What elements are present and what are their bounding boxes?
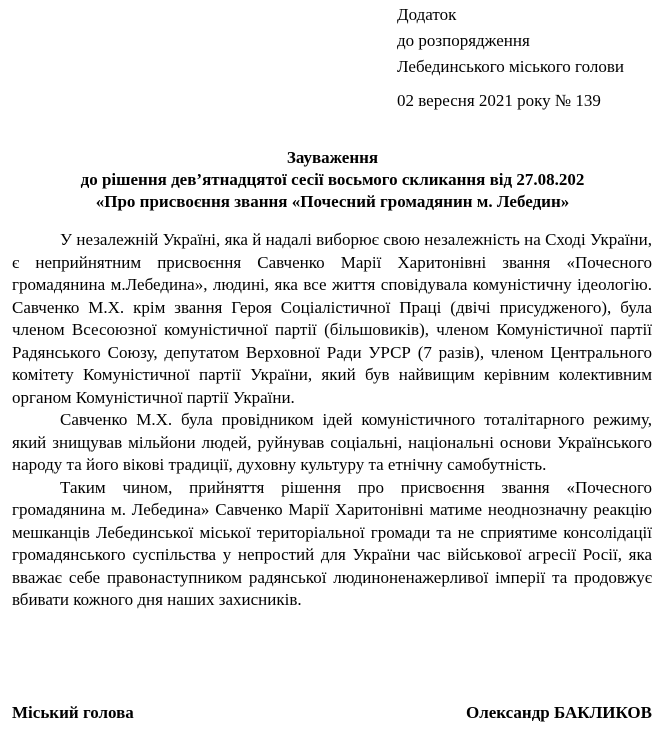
body-paragraph: Савченко М.Х. була провідником ідей комуністичного тоталітарного режиму, який знищував мільйони людей, руйнував соціальні, національні основи Українського народу та його вікові традиції, духовну культуру та етнічну самобутність. xyxy=(12,410,652,474)
signature-name: Олександр БАКЛИКОВ xyxy=(465,703,652,722)
appendix-header xyxy=(397,2,624,114)
appendix-date-number: 02 вересня 2021 року № 139 xyxy=(397,91,601,110)
signature-position: Міський голова xyxy=(12,703,134,722)
title-subject: до рішення дев’ятнадцятої сесії восьмого скликання від 27.08.202 xyxy=(80,170,585,189)
document-title xyxy=(0,147,665,213)
appendix-label: Додаток xyxy=(397,5,457,24)
appendix-reference: до розпорядження xyxy=(397,31,530,50)
title-decision-name: «Про присвоєння звання «Почесний громадянин м. Лебедин» xyxy=(95,192,570,211)
body-paragraph: У незалежній Україні, яка й надалі виборює свою незалежність на Сході України, є неприйнятним присвоєння Савченко Марії Харитонівні звання «Почесного громадянина м.Лебедина», людині, яка все життя сповідувала комуністичну ідеологію. Савченко М.Х. крім звання Героя Соціалістичної Праці (двічі присудженого), була членом Всесоюзної комуністичної партії (більшовиків), членом Комуністичної партії Радянського Союзу, депутатом Верховної Ради УРСР (7 разів), членом Центрального комітету Комуністичної партії України, який був найвищим керівним колективним органом Комуністичної партії України. xyxy=(12,230,652,407)
body-paragraph: Таким чином, прийняття рішення про присвоєння звання «Почесного громадянина м. Лебедина» Савченко Марії Харитонівні матиме неоднозначну реакцію мешканців Лебединської міської територіальної громади та не сприятиме консолідації громадянського суспільства у непростий для України час військової агресії Росії, яка вважає себе правонаступником радянської людиноненажерливої імперії та продовжує вбивати кожного дня наших захисників. xyxy=(12,477,652,609)
title-heading: Зауваження xyxy=(286,148,379,167)
document-body xyxy=(12,229,652,612)
appendix-authority: Лебединського міського голови xyxy=(397,57,624,76)
